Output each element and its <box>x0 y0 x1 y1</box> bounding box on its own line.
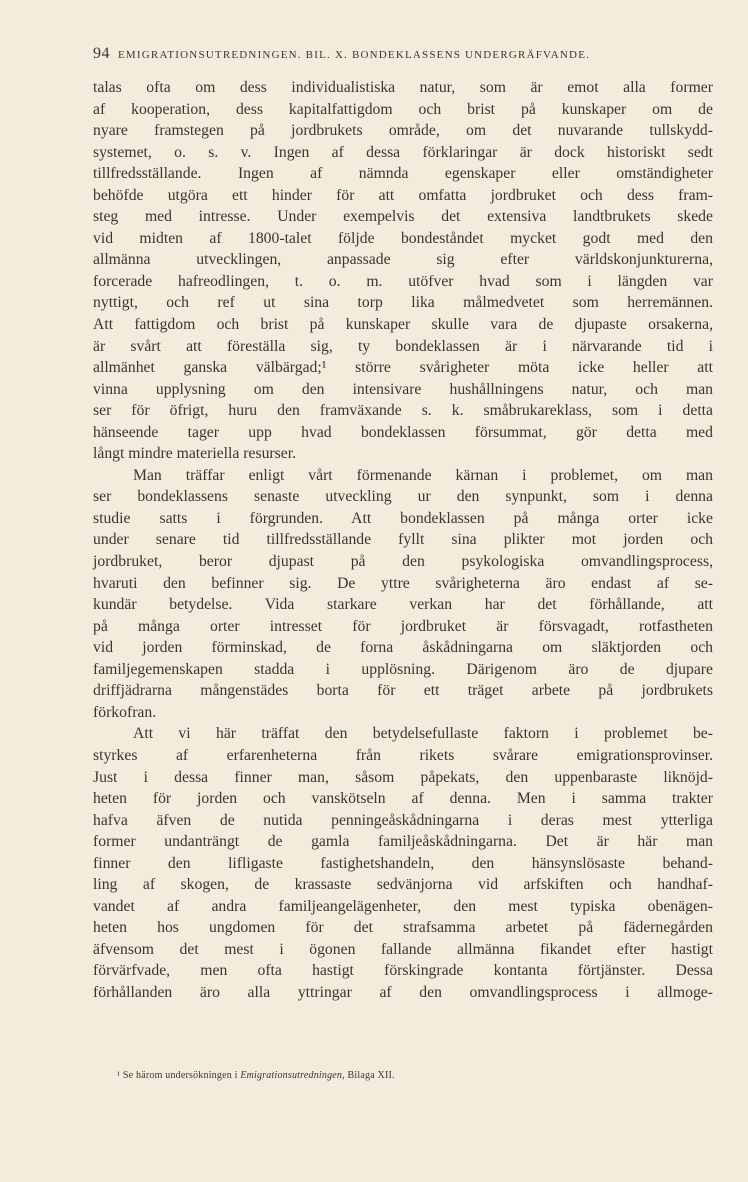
text-line: nyare framstegen på jordbrukets område, om det nuvarande tullskydd- <box>93 122 713 140</box>
text-line: förhållanden äro alla yttringar af den omvandlingsprocess i allmoge- <box>93 983 713 1001</box>
text-line: ser bondeklassens senaste utveckling ur den synpunkt, som i denna <box>93 488 713 506</box>
text-line: hänseende tager upp hvad bondeklassen försummat, gör detta med <box>93 423 713 441</box>
text-line: långt mindre materiella resurser. <box>93 445 296 463</box>
text-line: systemet, o. s. v. Ingen af dessa förklaringar är dock historiskt sedt <box>93 143 713 161</box>
text-line: jordbruket, beror djupast på den psykologiska omvandlingsprocess, <box>93 553 713 571</box>
footnote <box>117 1070 677 1081</box>
footnote-prefix: ¹ Se härom undersökningen i <box>117 1070 241 1081</box>
text-line: styrkes af erfarenheterna från rikets svårare emigrationsprovinser. <box>93 746 713 764</box>
text-line: Just i dessa finner man, såsom påpekats, den uppenbaraste liknöjd- <box>93 768 713 786</box>
text-line: förkofran. <box>93 703 157 721</box>
page-number: 94 <box>93 45 110 62</box>
text-line: på många orter intresset för jordbruket är försvagadt, rotfastheten <box>93 617 713 635</box>
text-line: Att fattigdom och brist på kunskaper skulle vara de djupaste orsakerna, <box>93 316 713 334</box>
text-line: studie satts i förgrunden. Att bondeklassen på många orter icke <box>93 509 713 527</box>
text-line: forcerade hafreodlingen, t. o. m. utöfver hvad som i längden var <box>93 272 713 290</box>
text-line: allmänna utvecklingen, anpassade sig efter världskonjunkturerna, <box>93 251 713 269</box>
text-line: ling af skogen, de krassaste sedvänjorna vid arfskiften och handhaf- <box>93 876 713 894</box>
text-line: af kooperation, dess kapitalfattigdom och brist på kunskaper om de <box>93 100 713 118</box>
text-line: vid midten af 1800-talet följde bondeståndet mycket godt med den <box>93 229 713 247</box>
text-line: Man träffar enligt vårt förmenande kärnan i problemet, om man <box>133 466 713 484</box>
text-line: hvaruti den befinner sig. De yttre svårigheterna äro endast af se- <box>93 574 713 592</box>
page-header <box>93 45 713 65</box>
footnote-italic-title: Emigrationsutredningen <box>240 1070 343 1081</box>
body-text <box>93 77 713 1004</box>
text-line: förvärfvade, men ofta hastigt förskingrade kontanta förtjänster. Dessa <box>93 962 713 980</box>
text-line: under senare tid tillfredsställande fyllt sina plikter mot jorden och <box>93 531 713 549</box>
text-line: finner den lifligaste fastighetshandeln, den hänsynslösaste behand- <box>93 854 713 872</box>
text-line: äfvensom det mest i ögonen fallande allmänna fikandet efter hastigt <box>93 940 713 958</box>
text-line: heten för jorden och vanskötseln af denna. Men i samma trakter <box>93 790 713 808</box>
text-line: familjegemenskapen stadda i upplösning. Därigenom äro de djupare <box>93 660 713 678</box>
text-line: talas ofta om dess individualistiska natur, som är emot alla former <box>93 79 713 96</box>
text-line: vid jorden förminskad, de forna åskådningarna om släktjorden och <box>93 639 713 657</box>
text-line: behöfde utgöra ett hinder för att omfatta jordbruket och dess fram- <box>93 186 713 204</box>
text-line: heten hos ungdomen för det strafsamma arbetet på fädernegården <box>93 919 713 937</box>
text-line: nyttigt, och ref ut sina torp lika målmedvetet som herremännen. <box>93 294 713 312</box>
text-line: driffjädrarna mångenstädes borta för ett träget arbete på jordbrukets <box>93 682 713 700</box>
running-head: EMIGRATIONSUTREDNINGEN. BIL. X. BONDEKLASSENS UNDERGRÄFVANDE. <box>118 49 591 61</box>
text-line: former undanträngt de gamla familjeåskådningarna. Det är här man <box>93 833 713 851</box>
text-line: ser för öfrigt, huru den framväxande s. k. småbrukareklass, som i detta <box>93 402 713 420</box>
text-line: vandet af andra familjeangelägenheter, den mest typiska obenägen- <box>93 897 713 915</box>
text-line: allmänhet ganska välbärgad;¹ större svårigheter möta icke heller att <box>93 359 713 377</box>
text-line: är svårt att föreställa sig, ty bondeklassen är i närvarande tid i <box>93 337 713 355</box>
text-line: vinna upplysning om den intensivare hushållningens natur, och man <box>93 380 713 398</box>
text-line: kundär betydelse. Vida starkare verkan har det förhållande, att <box>93 596 713 614</box>
text-line: steg med intresse. Under exempelvis det extensiva landtbrukets skede <box>93 208 713 226</box>
text-line: Att vi här träffat den betydelsefullaste faktorn i problemet be- <box>133 725 713 743</box>
text-line: hafva äfven de nutida penningeåskådningarna i deras mest ytterliga <box>93 811 713 829</box>
footnote-suffix: , Bilaga XII. <box>342 1070 395 1081</box>
text-line: tillfredsställande. Ingen af nämnda egenskaper eller omständigheter <box>93 165 713 183</box>
